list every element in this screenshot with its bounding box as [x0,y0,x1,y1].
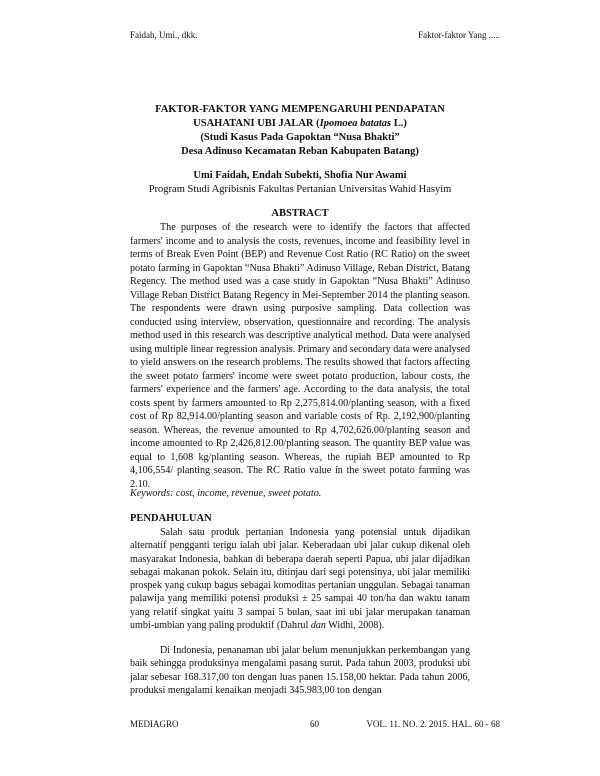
page-number: 60 [310,719,319,729]
author-names: Umi Faidah, Endah Subekti, Shofia Nur Awami [193,170,407,181]
body-paragraph-1: Salah satu produk pertanian Indonesia yang potensial untuk dijadikan alternatif pengganti terigu ialah ubi jalar. Keberadaan ubi jalar cukup dikenal oleh masyarakat Indonesia, bahkan di beberapa daerah seperti Papua, ubi jalar dijadikan sebagai makanan pokok. Selain itu, ditinjau dari segi potensinya, ubi jalar memiliki prospek yang cukup bagus sebagai komoditas pertanian unggulan. Sebagai tanaman palawija yang memiliki potensi produksi ± 25 sampai 40 ton/ha dan waktu tanam yang relatif singkat yaitu 3 sampai 5 bulan, saat ini ubi jalar merupakan tanaman umbi-umbian yang paling produktif (Dahrul dan Widhi, 2008). [130,527,470,632]
paper-title [130,103,470,159]
abstract-text: The purposes of the research were to identify the factors that affected farmers' income and to analysis the costs, revenues, income and feasibility level in terms of Break Even Point (BEP) and Revenue Cost Ratio (RC Ratio) on the sweet potato farming in Gapoktan “Nusa Bhakti” Adinuso Village, Reban District, Batang Regency. The method used was a case study in Gapoktan “Nusa Bhakti” Adinuso Village Reban District Batang Regency in Mei-September 2014 the planting season. The respondents were drawn using purposive sampling. Data collection was conducted using interview, observation, questionnaire and recording. The analysis method used in this research was descriptive analytical method. Data were analysed using multiple linear regression analysis. Primary and secondary data were analysed to yield answers on the research problems. The results showed that factors affecting the sweet potato farmers' income were sweet potato production, labour costs, the farmers' experience and the farmers' age. According to the data analysis, the total costs spent by farmers amounted to Rp 2,275,814.00/planting season, with a fixed cost of Rp 82,914.00/planting season and variable costs of Rp. 2,192,900/planting season. Whereas, the revenue amounted to Rp 4,702,626.00/planting season and income amounted to Rp 2,426,812.00/planting season. The quantity BEP value was equal to 1,608 kg/planting season. Whereas, the rupiah BEP amounted to Rp 4,106,554/ planting season. The RC Ratio value in the sweet potato farming was 2.10. [130,222,470,490]
author-block [130,169,470,197]
abstract-heading: ABSTRACT [271,208,329,219]
title-line-2: USAHATANI UBI JALAR (Ipomoea batatas L.) [193,118,407,129]
body-paragraph-2: Di Indonesia, penanaman ubi jalar belum menunjukkan perkembangan yang baik sehingga produksinya mengalami pasang surut. Pada tahun 2003, produksi ubi jalar sebesar 168.317,00 ton dengan luas panen 15.158,00 hektar. Pada tahun 2006, produksi mengalami kenaikan menjadi 345.983,00 ton dengan [130,645,470,696]
title-line-3: (Studi Kasus Pada Gapoktan “Nusa Bhakti” [200,132,400,143]
footer-journal: MEDIAGRO [130,719,179,729]
running-header-title: Faktor-faktor Yang ..... [418,30,500,40]
section-heading: PENDAHULUAN [130,513,212,524]
scientific-name: Ipomoea batatas [319,118,392,129]
keywords: Keywords: cost, income, revenue, sweet potato. [130,488,322,499]
footer-volume: VOL. 11. NO. 2. 2015. HAL. 60 - 68 [366,719,500,729]
author-affiliation: Program Studi Agribisnis Fakultas Pertanian Universitas Wahid Hasyim [148,184,452,195]
title-line-1: FAKTOR-FAKTOR YANG MEMPENGARUHI PENDAPATAN [155,104,445,115]
title-line-4: Desa Adinuso Kecamatan Reban Kabupaten Batang) [181,146,419,157]
running-header-authors: Faidah, Umi., dkk. [130,30,198,40]
